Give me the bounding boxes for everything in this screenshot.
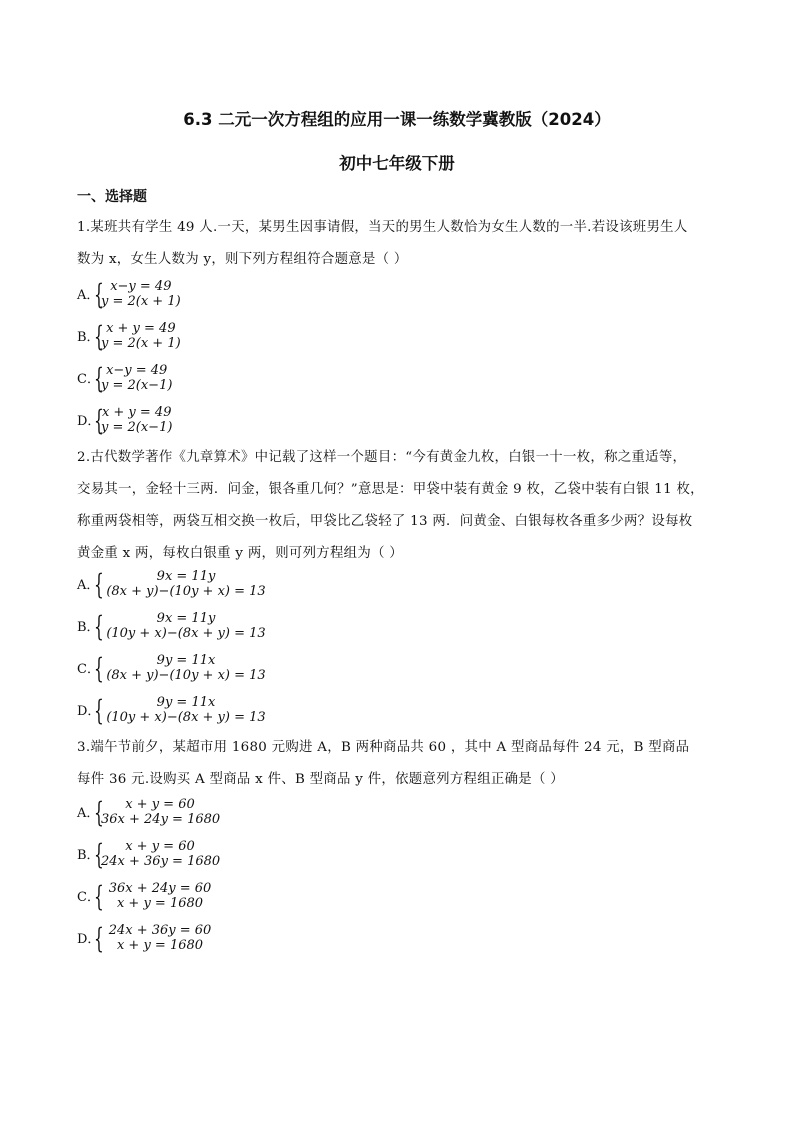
brace-icon: { (94, 320, 104, 353)
equation-1: 9y = 11x (156, 695, 216, 710)
equation-2: (10y + x)−(8x + y) = 13 (106, 710, 266, 725)
option-label: B． (77, 848, 100, 863)
brace-icon: { (94, 652, 104, 685)
option-label: C． (77, 890, 100, 905)
question-2-text-line-3: 称重两袋相等，两袋互相交换一枚后，甲袋比乙袋轻了 13 两．问黄金、白银每枚各重多少两？设每枚 (77, 514, 693, 529)
document-title: 6.3 二元一次方程组的应用一课一练数学冀教版（2024） (183, 110, 611, 129)
brace-icon: { (94, 362, 104, 395)
equation-1: x + y = 49 (101, 405, 172, 420)
question-2-text-line-2: 交易其一，金轻十三两．问金，银各重几何？”意思是：甲袋中装有黄金 9 枚，乙袋中装有白银 11 枚， (77, 482, 704, 497)
equation-2: 36x + 24y = 1680 (101, 812, 221, 827)
option-label: B． (77, 330, 100, 345)
equation-2: (8x + y)−(10y + x) = 13 (106, 584, 266, 599)
option-label: B． (77, 620, 100, 635)
equation-1: x−y = 49 (110, 279, 172, 294)
option-label: C． (77, 372, 100, 387)
equation-system (101, 923, 219, 953)
equation-2: (10y + x)−(8x + y) = 13 (106, 626, 266, 641)
equation-1: x + y = 49 (106, 321, 176, 336)
document-subtitle: 初中七年级下册 (339, 154, 455, 173)
equation-system (101, 279, 181, 309)
equation-system (101, 797, 219, 827)
question-3-text-line-2: 每件 36 元.设购买 A 型商品 x 件、B 型商品 y 件，依题意列方程组正确是（ ） (77, 772, 564, 787)
equation-system (101, 881, 219, 911)
brace-icon: { (94, 922, 104, 955)
option-label: C． (77, 662, 100, 677)
equation-2: y = 2(x−1) (101, 378, 173, 393)
option-label: D． (77, 704, 101, 719)
brace-icon: { (94, 838, 104, 871)
option-label: A． (77, 288, 100, 303)
equation-system (101, 321, 181, 351)
equation-1: 24x + 36y = 60 (108, 923, 212, 938)
equation-2: x + y = 1680 (116, 896, 204, 911)
equation-2: 24x + 36y = 1680 (101, 854, 221, 869)
brace-icon: { (94, 796, 104, 829)
equation-2: y = 2(x + 1) (101, 336, 181, 351)
equation-1: 9x = 11y (156, 611, 216, 626)
brace-icon: { (94, 880, 104, 913)
equation-1: 36x + 24y = 60 (108, 881, 212, 896)
option-label: D． (77, 414, 101, 429)
equation-2: (8x + y)−(10y + x) = 13 (106, 668, 266, 683)
brace-icon: { (94, 694, 104, 727)
brace-icon: { (94, 278, 104, 311)
brace-icon: { (94, 568, 104, 601)
equation-1: 9x = 11y (156, 569, 216, 584)
equation-system (101, 405, 172, 435)
equation-system (101, 363, 172, 393)
equation-system (101, 695, 271, 725)
question-3-text-line-1: 3.端午节前夕，某超市用 1680 元购进 A，B 两种商品共 60 ，其中 A 型商品每件 24 元，B 型商品 (77, 740, 690, 755)
option-label: A． (77, 578, 100, 593)
equation-1: 9y = 11x (156, 653, 216, 668)
equation-1: x + y = 60 (125, 839, 195, 854)
equation-system (101, 569, 271, 599)
question-2-text-line-4: 黄金重 x 两，每枚白银重 y 两，则可列方程组为（ ） (77, 546, 404, 561)
option-label: A． (77, 806, 100, 821)
equation-system (101, 839, 219, 869)
question-1-text-line-2: 数为 x，女生人数为 y，则下列方程组符合题意是（ ） (77, 252, 408, 267)
section-heading: 一、选择题 (77, 189, 147, 205)
equation-system (101, 611, 271, 641)
equation-1: x + y = 60 (125, 797, 195, 812)
equation-1: x−y = 49 (106, 363, 168, 378)
equation-2: x + y = 1680 (116, 938, 204, 953)
question-2-text-line-1: 2.古代数学著作《九章算术》中记载了这样一个题目：“今有黄金九枚，白银一十一枚，称之重适等， (77, 450, 687, 465)
brace-icon: { (94, 610, 104, 643)
equation-system (101, 653, 271, 683)
question-1-text-line-1: 1.某班共有学生 49 人.一天，某男生因事请假，当天的男生人数恰为女生人数的一半.若设该班男生人 (77, 220, 688, 235)
brace-icon: { (94, 404, 104, 437)
equation-2: y = 2(x + 1) (101, 294, 181, 309)
option-label: D． (77, 932, 101, 947)
equation-2: y = 2(x−1) (101, 420, 173, 435)
